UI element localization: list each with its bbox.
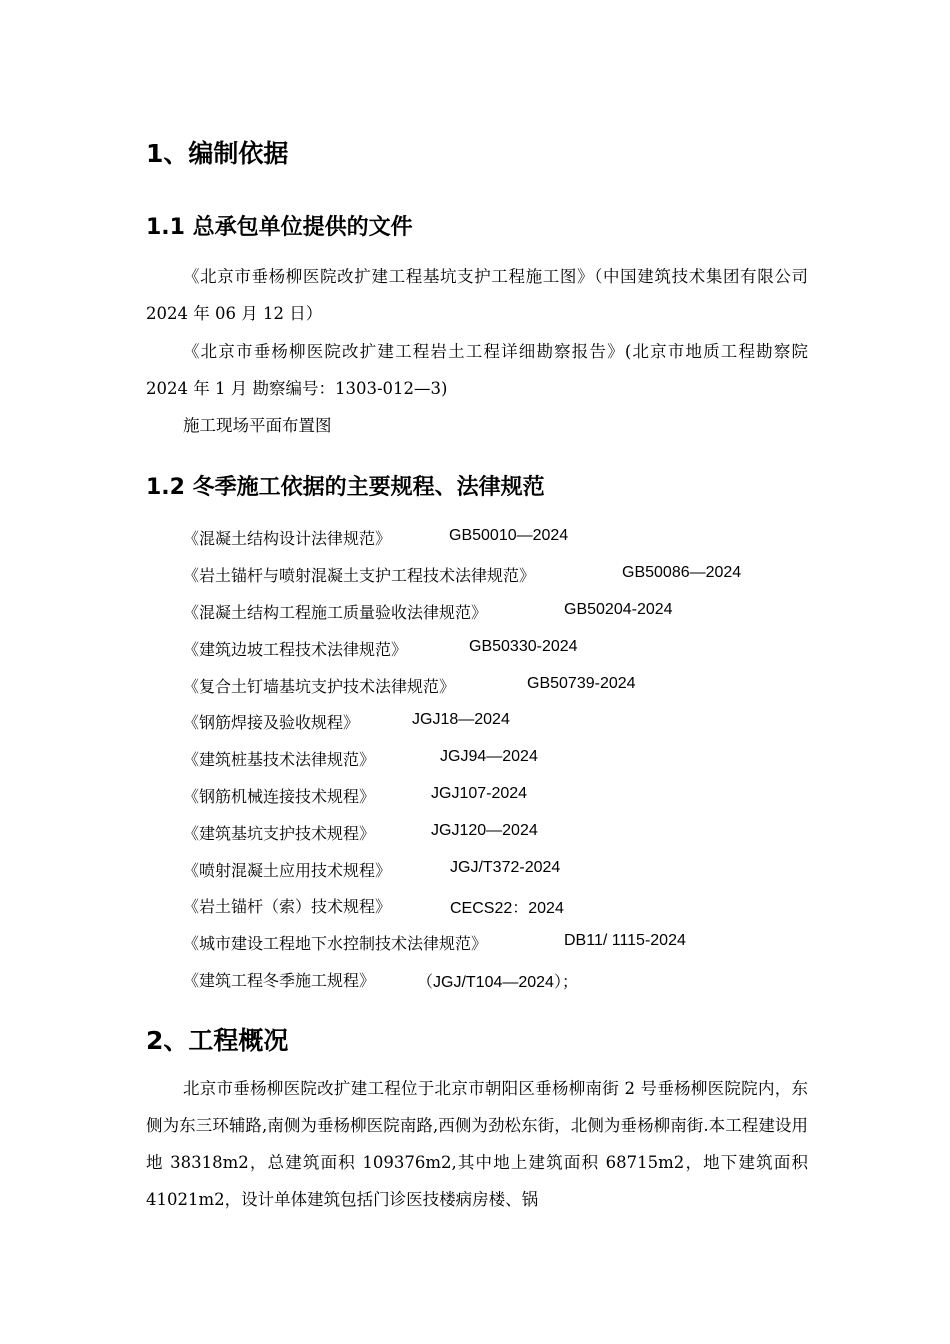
standard-name: 《建筑基坑支护技术规程》 (183, 824, 376, 843)
standard-name: 《复合土钉墙基坑支护技术法律规范》 (183, 677, 456, 696)
section-1-2-heading: 1.2 冬季施工依据的主要规程、法律规范 (146, 475, 545, 500)
standard-name: 《钢筋机械连接技术规程》 (183, 787, 376, 806)
standard-code: DB11/ 1115-2024 (564, 932, 686, 949)
standard-code: JGJ94—2024 (440, 748, 538, 765)
standard-code: JGJ120—2024 (431, 822, 538, 839)
standard-name: 《混凝土结构设计法律规范》 (183, 529, 392, 548)
standard-name: 《岩土锚杆（索）技术规程》 (183, 897, 392, 916)
standard-code: GB50010—2024 (449, 527, 569, 544)
section-2-heading: 2、工程概况 (146, 1026, 289, 1055)
s1-1-paragraph-3: 施工现场平面布置图 (183, 416, 332, 435)
standard-name: 《建筑边坡工程技术法律规范》 (183, 640, 408, 659)
standard-code: CECS22：2024 (450, 900, 564, 917)
s1-1-paragraph-1: 《北京市垂杨柳医院改扩建工程基坑支护工程施工图》（中国建筑技术集团有限公司 2024 年 06 月 12 日） (146, 267, 808, 323)
standard-name: 《喷射混凝土应用技术规程》 (183, 861, 392, 880)
standard-name: 《钢筋焊接及验收规程》 (183, 713, 360, 732)
standard-code: GB50086—2024 (622, 564, 742, 581)
standard-code: GB50330-2024 (469, 638, 578, 655)
s2-paragraph: 北京市垂杨柳医院改扩建工程位于北京市朝阳区垂杨柳南街 2 号垂杨柳医院院内，东侧为东三环辅路,南侧为垂杨柳医院南路,西侧为劲松东街，北侧为垂杨柳南街.本工程建设用地 38318m2，总建筑面积 109376m2,其中地上建筑面积 68715m2，地下建筑面积 41021m2，设计单体建筑包括门诊医技楼病房楼、锅 (146, 1079, 808, 1209)
section-1-heading: 1、编制依据 (146, 139, 289, 168)
standard-code: GB50204-2024 (564, 601, 673, 618)
standard-name: 《混凝土结构工程施工质量验收法律规范》 (183, 603, 488, 622)
standard-name: 《建筑工程冬季施工规程》 (183, 971, 376, 990)
standard-code: JGJ107-2024 (431, 785, 528, 802)
standard-code: GB50739-2024 (527, 675, 636, 692)
standard-code: JGJ/T372-2024 (450, 859, 561, 876)
section-1-1-heading: 1.1 总承包单位提供的文件 (146, 215, 413, 240)
standard-name: 《岩土锚杆与喷射混凝土支护工程技术法律规范》 (183, 566, 536, 585)
s1-1-paragraph-2: 《北京市垂杨柳医院改扩建工程岩土工程详细勘察报告》(北京市地质工程勘察院 2024 年 1 月 勘察编号：1303-012—3) (146, 342, 808, 398)
standard-code: （JGJ/T104—2024）； (417, 974, 578, 991)
standard-name: 《建筑桩基技术法律规范》 (183, 750, 376, 769)
standard-name: 《城市建设工程地下水控制技术法律规范》 (183, 934, 488, 953)
standard-code: JGJ18—2024 (412, 711, 510, 728)
